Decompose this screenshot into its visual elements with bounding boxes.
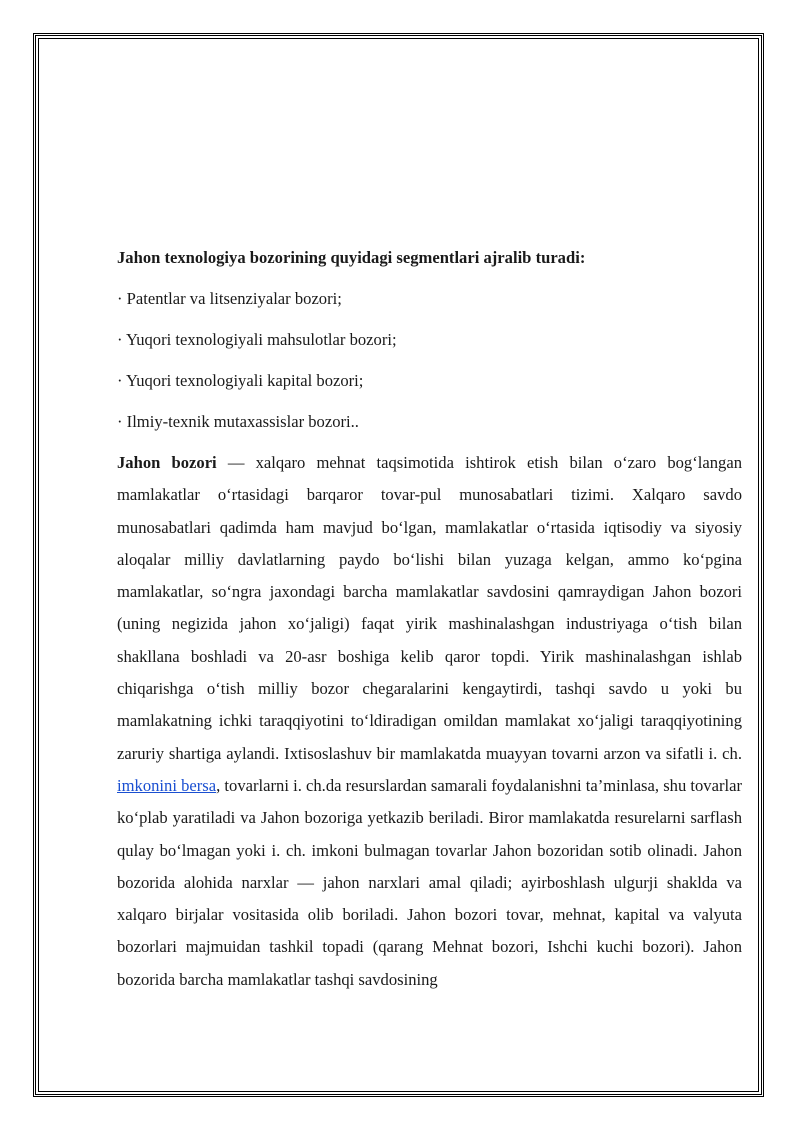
document-body [117, 246, 742, 996]
paragraph-text-part-1: — xalqaro mehnat taqsimotida ishtirok etish bilan o‘zaro bog‘langan mamlakatlar o‘rtasidagi barqaror tovar-pul munosabatlari tizimi. Xalqaro savdo munosabatlari qadimda ham mavjud bo‘lgan, mamlakatlar o‘rtasida iqtisodiy va siyosiy aloqalar milliy davlatlarning paydo bo‘lishi bilan yuzaga kelgan, ammo ko‘pgina mamlakatlar, so‘ngra jaxondagi barcha mamlakatlar savdosini qamraydigan Jahon bozori (uning negizida jahon xo‘jaligi) faqat yirik mashinalashgan industriyaga o‘tish bilan shakllana boshladi va 20-asr boshiga kelib qaror topdi. Yirik mashinalashgan ishlab chiqarishga o‘tish milliy bozor chegaralarini kengaytirdi, tashqi savdo u yoki bu mamlakatning ichki taraqqiyotini to‘ldiradigan omildan mamlakat xo‘jaligi taraqqiyotining zaruriy shartiga aylandi. Ixtisoslashuv bir mamlakatda muayyan tovarni arzon va sifatli i. ch. [117, 453, 742, 763]
bullet-item-patents: · Patentlar va litsenziyalar bozori; [117, 289, 342, 308]
term-jahon-bozori: Jahon bozori [117, 453, 217, 472]
imkonini-bersa-link[interactable]: imkonini bersa [117, 775, 217, 795]
section-heading: Jahon texnologiya bozorining quyidagi segmentlari ajralib turadi: [117, 248, 586, 267]
body-paragraph [117, 447, 742, 996]
paragraph-text-part-2: , tovarlarni i. ch.da resurslardan samarali foydalanishni ta’minlasa, shu tovarlar ko‘plab yaratiladi va Jahon bozoriga yetkazib beriladi. Biror mamlakatda resurelarni sarflash qulay bo‘lmagan yoki i. ch. imkoni bulmagan tovarlar Jahon bozoridan sotib olinadi. Jahon bozorida alohida narxlar — jahon narxlari amal qiladi; ayirboshlash ulgurji shaklda va xalqaro birjalar vositasida olib boriladi. Jahon bozori tovar, mehnat, kapital va valyuta bozorlari majmuidan tashkil topadi (qarang Mehnat bozori, Ishchi kuchi bozori). Jahon bozorida barcha mamlakatlar tashqi savdosining [117, 775, 742, 989]
bullet-item-hitech-capital: · Yuqori texnologiyali kapital bozori; [117, 371, 364, 390]
bullet-item-hitech-products: · Yuqori texnologiyali mahsulotlar bozori; [117, 330, 397, 349]
bullet-item-specialists: · Ilmiy-texnik mutaxassislar bozori.. [117, 412, 359, 431]
